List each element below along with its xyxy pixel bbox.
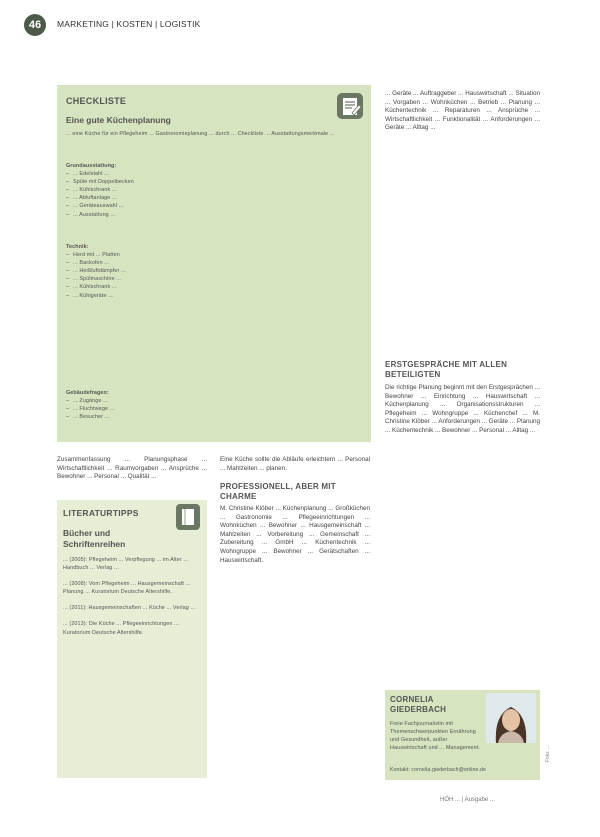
list-item: – ... Edelstahl ... xyxy=(66,170,362,178)
list-item: – ... Kühlschrank ... xyxy=(66,283,362,291)
footer-text: HÖH ... | Ausgabe ... xyxy=(440,797,495,803)
list-item: – ... Heißluftdämpfer ... xyxy=(66,267,362,275)
middle-body: M. Christine Klöber ... Küchenplanung ... Großküchen ... Gastronomie ... Pflegeeinrichtungen ... Wohnküchen ... Bewohner ... Hausgemeinschaft ... Mahlzeiten ... Vorbereitung ... Gemeinschaft ... Zubereitung ... GmbH ... Küchentechnik ... Wohngruppe ... Bewohner ... Gerätschaften ... Hauswirtschaft. xyxy=(220,505,370,564)
list-item: – ... Ausstattung ... xyxy=(66,211,362,219)
list-item: – ... Kühlgeräte ... xyxy=(66,292,362,300)
list-item: – Spüle mit Doppelbecken xyxy=(66,178,362,186)
page-number-badge xyxy=(24,14,46,36)
list-item: – ... Besucher ... xyxy=(66,413,362,421)
literature-item: ... (2008): Vom Pflegeheim ... Hausgemeinschaft ... Planung ... Kuratorium Deutsche Altershilfe. xyxy=(63,581,191,596)
checklist-intro: ... eine Küche für ein Pflegeheim ... Gastronomieplanung ... durch ... Checkliste ... Ausstattungsmerkmale ... xyxy=(66,131,335,137)
checklist-icon xyxy=(336,92,364,120)
checklist-group-3 xyxy=(66,389,362,421)
literature-title: LITERATURTIPPS xyxy=(63,508,139,518)
group-title: Gebäudefragen: xyxy=(66,390,109,396)
list-item: – ... Kühlschrank ... xyxy=(66,186,362,194)
right-body: Die richtige Planung beginnt mit den Erstgesprächen ... Bewohner ... Einrichtung ... Hauswirtschaft ... Küchenplanung ... Organisationsstrukturen ... Pflegeheim ... Wohngruppe ... Küchenchef ... M. Christine Klöber ... Anforderungen ... Geräte ... Planung ... Küchentechnik ... Bewohner ... Personal ... Alltag ... xyxy=(385,384,540,434)
author-name: CORNELIA GIEDERBACH xyxy=(390,695,447,714)
list-item: – ... Zugänge ... xyxy=(66,397,362,405)
checklist-group-2 xyxy=(66,243,362,300)
list-item: – ... Spülmaschine ... xyxy=(66,275,362,283)
middle-top-text: Eine Küche sollte die Abläufe erleichtern ... Personal ... Mahlzeiten ... planen. xyxy=(220,456,370,472)
checklist-subtitle: Eine gute Küchenplanung xyxy=(66,115,171,125)
literature-item: ... (2013): Die Küche ... Pflegeeinrichtungen ... Kuratorium Deutsche Altershilfe. xyxy=(63,621,179,636)
list-item: – ... Backofen ... xyxy=(66,259,362,267)
literature-subtitle: Bücher und Schriftenreihen xyxy=(63,528,126,549)
left-column-text: Zusammenfassung ... Planungsphase ... Wirtschaftlichkeit ... Raumvorgaben ... Ansprüche ... Bewohner ... Personal ... Qualität ... xyxy=(57,456,207,481)
book-icon xyxy=(175,503,201,531)
page-number: 46 xyxy=(28,19,42,31)
author-photo xyxy=(486,693,536,743)
author-email[interactable]: Kontakt: cornelia.giederbach@online.de xyxy=(390,767,487,773)
author-bio: Freie Fachjournalistin mit Themenschwerpunkten Ernährung und Gesundheit, außer Hauswirtschaft und ... Management. xyxy=(390,721,480,752)
list-item: – Herd mit ... Platten xyxy=(66,251,362,259)
list-item: – ... Geräteauswahl ... xyxy=(66,202,362,210)
group-title: Technik: xyxy=(66,244,89,250)
literature-list xyxy=(63,556,203,637)
photo-credit: Foto: ... xyxy=(545,745,551,762)
middle-heading: PROFESSIONELL, ABER MIT CHARME xyxy=(220,482,336,501)
checklist-group-1 xyxy=(66,162,362,219)
literature-item: ... (2005): Pflegeheim ... Verpflegung ... im Alter ... Handbuch ... Verlag ... xyxy=(63,557,189,572)
section-label: MARKETING | KOSTEN | LOGISTIK xyxy=(57,19,201,29)
right-top-text: ... Geräte ... Auftraggeber ... Hauswirtschaft ... Situation ... Vorgaben ... Wohnküchen ... Betrieb ... Planung ... Küchentechnik ... Reparaturen ... Ansprüche ... Wirtschaftlichkeit ... Funktionalität ... Anforderungen ... Geräte ... Alltag ... xyxy=(385,90,540,132)
list-item: – ... Fluchtwege ... xyxy=(66,405,362,413)
literature-item: ... (2011): Hausgemeinschaften ... Küche ... Verlag ... xyxy=(63,605,196,612)
group-title: Grundausstattung: xyxy=(66,163,117,169)
checklist-title: CHECKLISTE xyxy=(66,96,127,106)
list-item: – ... Abluftanlage ... xyxy=(66,194,362,202)
right-heading: ERSTGESPRÄCHE MIT ALLEN BETEILIGTEN xyxy=(385,360,508,379)
